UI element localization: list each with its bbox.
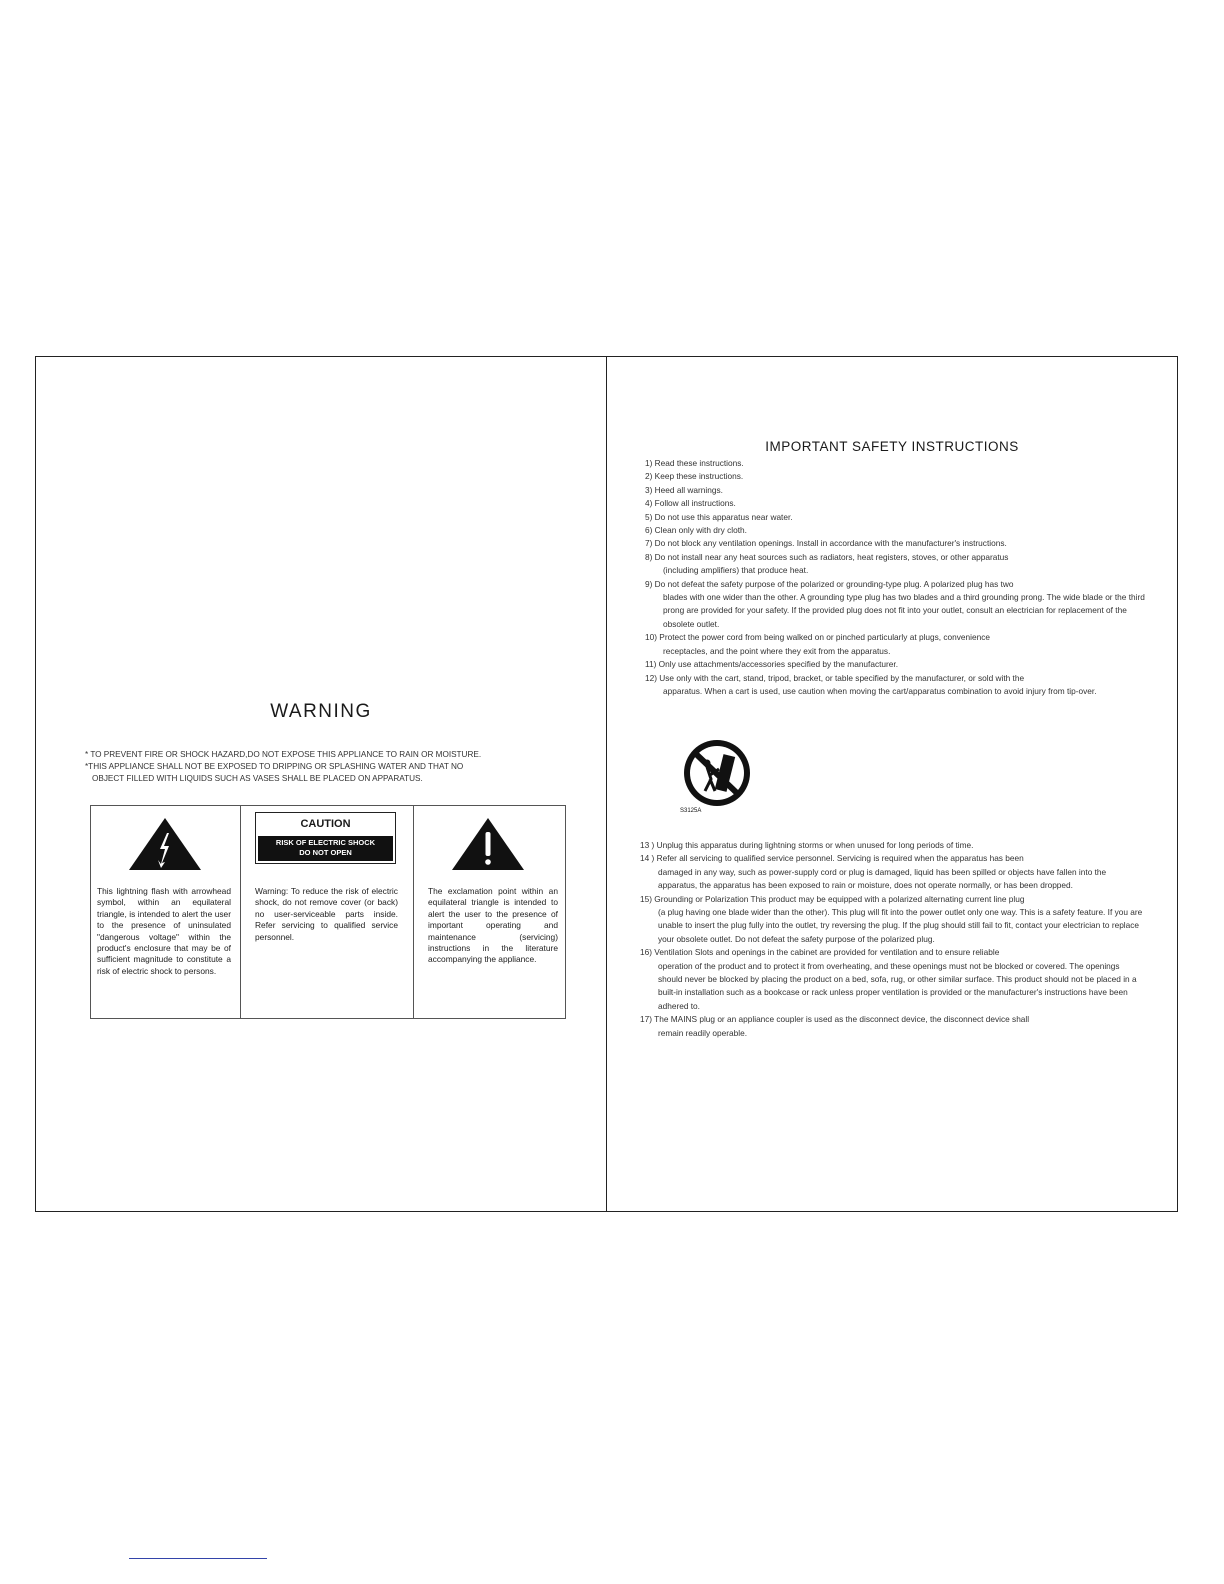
safety-instructions-list [645, 457, 1145, 698]
manual-spread [35, 356, 1178, 1212]
cart-icon-label: S3125A [680, 808, 702, 814]
instruction-item [645, 672, 1145, 699]
caution-column [241, 806, 414, 1018]
instruction-item [640, 1013, 1145, 1040]
instruction-text: 3) Heed all warnings. [645, 484, 723, 495]
instruction-text: 10) Protect the power cord from being walked on or pinched particularly at plugs, convenience [645, 632, 990, 643]
instruction-text: 15) Grounding or Polarization This product may be equipped with a polarized alternating current line plug [640, 893, 1025, 904]
instruction-text: 12) Use only with the cart, stand, tripod, bracket, or table specified by the manufacturer, or sold with the [645, 672, 1025, 683]
caution-bar [258, 836, 393, 861]
instruction-text: 14 ) Refer all servicing to qualified service personnel. Servicing is required when the apparatus has been [640, 853, 1024, 864]
instruction-item [645, 511, 1145, 524]
instruction-continuation: damaged in any way, such as power-supply cord or plug is damaged, liquid has been spilled or objects have fallen into the apparatus, the apparatus has been exposed to rain or moisture, does not operate normally, or has been dropped. [658, 866, 1107, 891]
caution-line: RISK OF ELECTRIC SHOCK [275, 838, 376, 847]
exclamation-description: The exclamation point within an equilateral triangle is intended to alert the user to the presence of important operating and maintenance (servicing) instructions in the literature accompanying the appliance. [428, 886, 558, 965]
warning-note: * TO PREVENT FIRE OR SHOCK HAZARD,DO NOT EXPOSE THIS APPLIANCE TO RAIN OR MOISTURE. [85, 750, 482, 759]
instruction-continuation: operation of the product and to protect it from overheating, and these openings must not be blocked or covered. The openings should never be blocked by placing the product on a bed, sofa, rug, or other similar surface. This product should not be placed in a built-in installation such as a bookcase or rack unless proper ventilation is provided or the manufacturer's instructions have been adhered to. [658, 960, 1137, 1011]
instruction-continuation: remain readily operable. [658, 1027, 748, 1038]
caution-title: CAUTION [300, 818, 351, 830]
right-page [607, 357, 1177, 1211]
instruction-item [645, 470, 1145, 483]
warning-notes [85, 749, 585, 785]
lightning-description: This lightning flash with arrowhead symbol, within an equilateral triangle, is intended to alert the user to the presence of uninsulated "dangerous voltage" within the product's enclosure that may be of sufficient magnitude to constitute a risk of electric shock to persons. [97, 886, 231, 976]
instruction-text: 13 ) Unplug this apparatus during lightning storms or when unused for long periods of time. [640, 840, 974, 850]
instruction-text: 16) Ventilation Slots and openings in the cabinet are provided for ventilation and to ensure reliable [640, 947, 1000, 958]
safety-symbols-table [90, 805, 566, 1019]
instruction-text: 1) Read these instructions. [645, 458, 744, 468]
instruction-item [640, 893, 1145, 947]
instruction-item [645, 658, 1145, 671]
instruction-continuation: (a plug having one blade wider than the other). This plug will fit into the power outlet only one way. This is a safety feature. If you are unable to insert the plug fully into the outlet, try reversing the plug. If the plug should still fail to fit, contact your electrician to replace your obsolete outlet. Do not defeat the safety purpose of the polarized plug. [658, 907, 1143, 944]
cart-tip-over-warning-icon [677, 739, 757, 815]
safety-instructions-title: IMPORTANT SAFETY INSTRUCTIONS [765, 439, 1019, 454]
instruction-text: 7) Do not block any ventilation openings. Install in accordance with the manufacturer's instructions. [645, 538, 1007, 549]
exclamation-column [414, 806, 565, 1018]
instruction-continuation: apparatus. When a cart is used, use caution when moving the cart/apparatus combination to avoid injury from tip-over. [663, 685, 1097, 696]
instruction-continuation: blades with one wider than the other. A grounding type plug has two blades and a third grounding prong. The wide blade or the third prong are provided for your safety. If the provided plug does not fit into your outlet, consult an electrician for replacement of the obsolete outlet. [663, 592, 1145, 629]
lightning-column [91, 806, 241, 1018]
caution-label [255, 812, 396, 864]
lightning-triangle-icon [127, 816, 203, 872]
caution-description: Warning: To reduce the risk of electric shock, do not remove cover (or back) no user-serviceable parts inside. Refer servicing to qualified service personnel. [255, 886, 398, 942]
caution-line: DO NOT OPEN [299, 848, 352, 857]
instruction-text: 4) Follow all instructions. [645, 498, 736, 509]
instruction-item [645, 524, 1145, 537]
instruction-item [645, 457, 1145, 470]
instruction-continuation: receptacles, and the point where they exit from the apparatus. [663, 645, 891, 656]
left-page [36, 357, 607, 1211]
footer-rule [129, 1558, 267, 1559]
instruction-item [645, 537, 1145, 550]
instruction-item [645, 631, 1145, 658]
instruction-item [640, 946, 1145, 1013]
instruction-continuation: (including amplifiers) that produce heat. [663, 565, 809, 576]
instruction-item [645, 484, 1145, 497]
instruction-item [640, 852, 1145, 892]
safety-instructions-list-continued [640, 839, 1145, 1040]
exclamation-triangle-icon [450, 816, 526, 872]
instruction-item [645, 551, 1145, 578]
instruction-text: 17) The MAINS plug or an appliance coupler is used as the disconnect device, the disconnect device shall [640, 1014, 1030, 1025]
instruction-text: 2) Keep these instructions. [645, 471, 744, 482]
instruction-item [645, 497, 1145, 510]
instruction-text: 9) Do not defeat the safety purpose of the polarized or grounding-type plug. A polarized plug has two [645, 578, 1014, 589]
instruction-text: 11) Only use attachments/accessories specified by the manufacturer. [645, 659, 899, 670]
instruction-item [640, 839, 1145, 852]
warning-title: WARNING [270, 701, 372, 722]
instruction-text: 5) Do not use this apparatus near water. [645, 511, 793, 522]
instruction-text: 6) Clean only with dry cloth. [645, 525, 747, 536]
warning-note: *THIS APPLIANCE SHALL NOT BE EXPOSED TO DRIPPING OR SPLASHING WATER AND THAT NO [85, 762, 464, 771]
warning-note: OBJECT FILLED WITH LIQUIDS SUCH AS VASES SHALL BE PLACED ON APPARATUS. [92, 774, 423, 783]
instruction-item [645, 578, 1145, 632]
instruction-text: 8) Do not install near any heat sources such as radiators, heat registers, stoves, or other apparatus [645, 551, 1009, 562]
